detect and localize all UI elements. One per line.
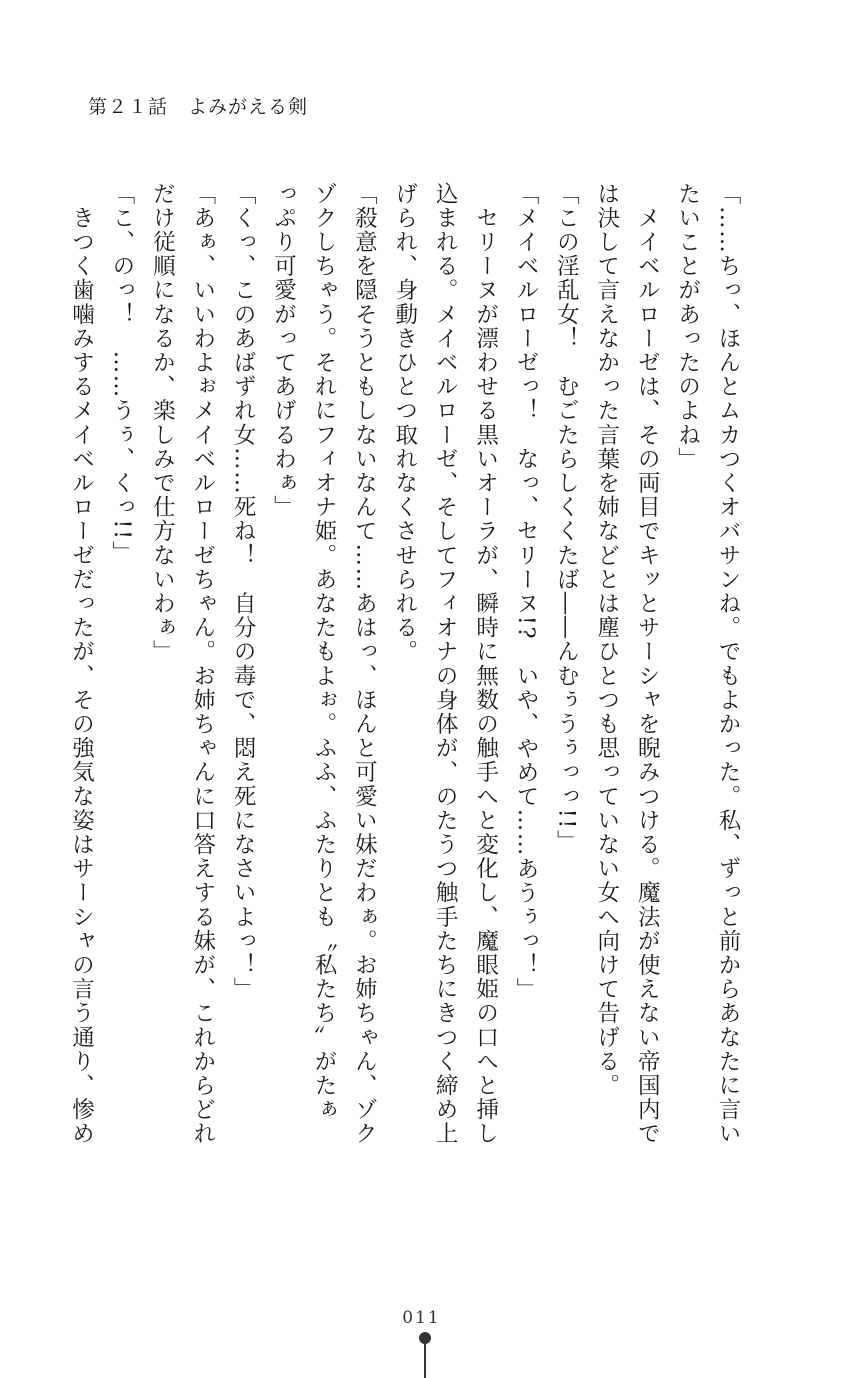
text-line: ゾクしちゃう。それにフィオナ姫。あなたもよぉ。ふふ、ふたりとも〝私たち〟がたぁ [310,182,337,1122]
text-line: 「あぁ、いいわよぉメイベルローゼちゃん。お姉ちゃんに口答えする妹が、これからどれ [189,182,216,1146]
text-line: 「……ちっ、ほんとムカつくオバサンね。でもよかった。私、ずっと前からあなたに言い [715,182,741,1146]
text-line: 「メイベルローゼっ！ なっ、セリーヌ!? いや、やめて……あうぅっ！」 [512,182,539,1002]
body-text [68,182,748,1146]
page-footer [0,1308,843,1328]
text-line: 込まれる。メイベルローゼ、そしてフィオナの身体が、のたうつ触手たちにきつく締め上 [432,182,459,1146]
text-line: 「くっ、このあばずれ女……死ね！ 自分の毒で、悶え死になさいよっ！」 [230,182,257,1002]
text-line: げられ、身動きひとつ取れなくさせられる。 [391,182,418,664]
text-line: は決して言えなかった言葉を姉などとは塵ひとつも思っていない女へ向けて告げる。 [593,182,620,1098]
text-line: だけ従順になるか、楽しみで仕方ないわぁ」 [149,182,176,664]
chapter-title: 第２１話 よみがえる剣 [88,96,309,118]
folio-line [424,1344,426,1378]
text-line: っぷり可愛がってあげるわぁ」 [270,182,297,520]
text-line: たいことがあったのよね」 [674,182,701,472]
text-line: メイベルローゼは、その両目でキッとサーシャを睨みつける。魔法が使えない帝国内で [634,182,661,1146]
text-line: きつく歯噛みするメイベルローゼだったが、その強気な姿はサーシャの言う通り、惨め [68,182,95,1146]
page-number: 011 [402,1308,441,1328]
text-line: 「この淫乱女！ むごたらしくくたば――んむぅうぅっっ!!」 [553,182,580,854]
text-line: セリーヌが漂わせる黒いオーラが、瞬時に無数の触手へと変化し、魔眼姫の口へと挿し [472,182,499,1146]
text-line: 「殺意を隠そうともしないなんて……あはっ、ほんと可愛い妹だわぁ。お姉ちゃん、ゾク [351,182,378,1146]
text-line: 「こ、のっ！ ……うぅ、くっ!!」 [108,182,135,565]
folio-dot-icon [419,1332,431,1344]
